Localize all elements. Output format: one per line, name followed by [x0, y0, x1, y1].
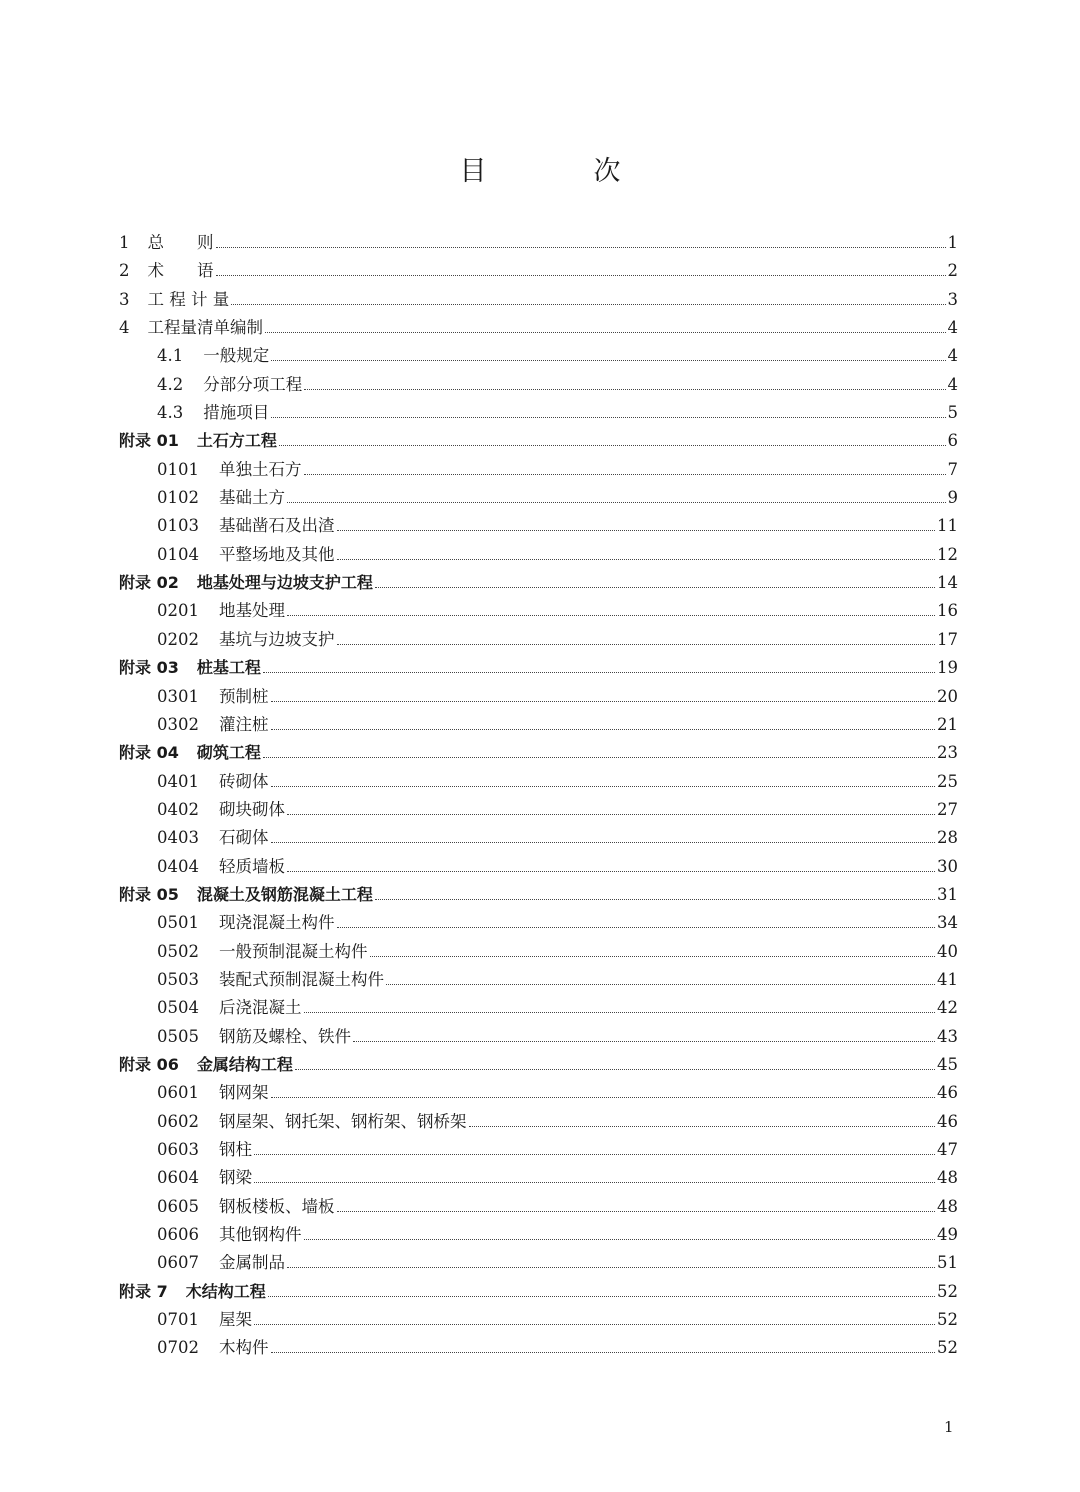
toc-entry-title: 基础凿石及出渣 — [219, 516, 335, 536]
toc-entry-number: 4.3 — [157, 403, 184, 423]
toc-entry-title: 钢屋架、钢托架、钢桁架、钢桥架 — [219, 1111, 467, 1131]
toc-entry-number: 0607 — [157, 1253, 199, 1273]
toc-entry-number: 0102 — [157, 488, 199, 508]
toc-entry-number: 0104 — [157, 544, 199, 564]
page-title: 目 次 — [459, 156, 661, 187]
toc-leader-dots — [375, 899, 935, 900]
toc-entry-number: 0601 — [157, 1083, 199, 1103]
toc-entry-page: 46 — [937, 1111, 958, 1131]
toc-entry-title: 地基处理 — [219, 601, 285, 621]
toc-entry-number: 0403 — [157, 828, 199, 848]
toc-entry-page: 4 — [947, 318, 958, 338]
toc-entry-number: 0701 — [157, 1310, 199, 1330]
toc-entry-page: 51 — [937, 1253, 958, 1273]
toc-entry-number: 0501 — [157, 913, 199, 933]
toc-leader-dots — [287, 615, 935, 616]
toc-leader-dots — [216, 247, 946, 248]
toc-appendix-entry — [119, 881, 958, 909]
toc-leader-dots — [263, 757, 935, 758]
toc-entry — [119, 994, 958, 1022]
toc-entry — [119, 966, 958, 994]
toc-entry-page: 28 — [937, 828, 958, 848]
toc-entry-page: 23 — [937, 743, 958, 763]
toc-entry-title: 现浇混凝土构件 — [219, 913, 335, 933]
toc-leader-dots — [271, 1097, 936, 1098]
toc-entry-number: 0404 — [157, 856, 199, 876]
toc-entry-title: 钢柱 — [219, 1140, 252, 1159]
toc-leader-dots — [263, 672, 935, 673]
toc-leader-dots — [254, 1324, 935, 1325]
toc-appendix-entry — [119, 427, 958, 455]
toc-entry-page: 9 — [947, 488, 958, 508]
toc-entry-page: 6 — [947, 431, 958, 451]
toc-appendix-entry — [119, 1278, 958, 1306]
toc-entry — [119, 853, 958, 881]
toc-leader-dots — [254, 1154, 935, 1155]
toc-entry-title: 屋架 — [219, 1310, 252, 1330]
toc-entry — [119, 711, 958, 739]
toc-entry-number: 0301 — [157, 686, 199, 706]
toc-entry-title: 土石方工程 — [196, 431, 277, 451]
toc-entry-number: 0302 — [157, 714, 199, 734]
toc-entry-page: 43 — [937, 1026, 958, 1046]
toc-entry-page: 7 — [947, 459, 958, 479]
toc-entry-title: 一般规定 — [203, 346, 270, 366]
toc-leader-dots — [271, 417, 945, 418]
toc-entry-title: 分部分项工程 — [203, 374, 303, 394]
toc-entry — [119, 456, 958, 484]
toc-entry-number: 0202 — [157, 629, 199, 649]
toc-entry — [119, 768, 958, 796]
toc-entry-number: 0103 — [157, 516, 199, 536]
toc-entry-title: 单独土石方 — [219, 459, 302, 479]
toc-entry-title: 基础土方 — [219, 488, 285, 508]
toc-entry-title: 一般预制混凝土构件 — [219, 941, 368, 961]
toc-leader-dots — [254, 1182, 935, 1183]
toc-leader-dots — [271, 1352, 936, 1353]
toc-entry-page: 52 — [937, 1281, 958, 1301]
toc-entry-number: 3 — [119, 289, 130, 309]
toc-entry-title: 砖砌体 — [219, 771, 269, 791]
toc-entry — [119, 1108, 958, 1136]
toc-entry-title: 金属结构工程 — [196, 1054, 293, 1074]
toc-leader-dots — [337, 927, 936, 928]
page-number: 1 — [944, 1418, 954, 1436]
toc-entry-title: 工 程 计 量 — [147, 289, 230, 309]
toc-entry — [119, 1164, 958, 1192]
toc-entry-number: 0101 — [157, 459, 199, 479]
toc-appendix-entry — [119, 1051, 958, 1079]
toc-entry-page: 25 — [937, 771, 958, 791]
toc-entry-number: 附录 04 — [119, 743, 179, 763]
toc-entry-number: 附录 01 — [119, 431, 179, 451]
toc-entry — [119, 1023, 958, 1051]
toc-entry-title: 基坑与边坡支护 — [219, 629, 335, 649]
toc-entry-title: 金属制品 — [219, 1253, 285, 1273]
toc-entry — [119, 399, 958, 427]
toc-entry — [119, 484, 958, 512]
toc-entry-title: 轻质墙板 — [219, 856, 285, 876]
toc-leader-dots — [271, 842, 936, 843]
toc-entry — [119, 1306, 958, 1334]
toc-entry-title: 钢网架 — [219, 1083, 269, 1103]
toc-entry — [119, 683, 958, 711]
toc-entry-title: 木结构工程 — [185, 1281, 266, 1301]
toc-entry-page: 42 — [937, 998, 958, 1018]
toc-entry-page: 12 — [937, 544, 958, 564]
table-of-contents — [119, 229, 958, 1363]
toc-leader-dots — [304, 389, 945, 390]
toc-entry-page: 46 — [937, 1083, 958, 1103]
toc-leader-dots — [337, 644, 936, 645]
toc-leader-dots — [295, 1069, 935, 1070]
toc-entry-title: 总 则 — [147, 233, 214, 252]
toc-entry-page: 3 — [947, 289, 958, 309]
toc-entry-title: 钢梁 — [219, 1168, 252, 1188]
toc-leader-dots — [268, 1296, 935, 1297]
toc-entry-title: 术 语 — [147, 261, 214, 281]
toc-entry-title: 后浇混凝土 — [219, 998, 302, 1018]
toc-entry-number: 附录 02 — [119, 573, 179, 593]
toc-entry-page: 20 — [937, 686, 958, 706]
toc-entry — [119, 1249, 958, 1277]
toc-entry-page: 31 — [937, 884, 958, 904]
toc-entry — [119, 626, 958, 654]
toc-entry-page: 27 — [937, 799, 958, 819]
toc-leader-dots — [375, 587, 935, 588]
toc-leader-dots — [370, 956, 936, 957]
toc-entry-number: 2 — [119, 261, 130, 281]
toc-leader-dots — [287, 1267, 935, 1268]
toc-leader-dots — [337, 559, 936, 560]
toc-entry-title: 钢筋及螺栓、铁件 — [219, 1026, 351, 1046]
toc-entry-page: 40 — [937, 941, 958, 961]
toc-entry-number: 0503 — [157, 969, 199, 989]
toc-entry-title: 措施项目 — [203, 403, 270, 423]
toc-entry-number: 0502 — [157, 941, 199, 961]
toc-entry-number: 4.1 — [157, 346, 184, 366]
toc-entry-page: 49 — [937, 1225, 958, 1245]
toc-leader-dots — [304, 474, 946, 475]
toc-entry-page: 17 — [937, 629, 958, 649]
toc-leader-dots — [231, 304, 945, 305]
toc-leader-dots — [337, 530, 936, 531]
toc-entry-number: 0606 — [157, 1225, 199, 1245]
toc-appendix-entry — [119, 654, 958, 682]
toc-entry-number: 附录 03 — [119, 658, 179, 678]
toc-entry — [119, 1193, 958, 1221]
toc-entry-number: 附录 06 — [119, 1054, 179, 1074]
toc-leader-dots — [279, 445, 946, 446]
toc-leader-dots — [287, 814, 935, 815]
toc-entry-number: 0401 — [157, 771, 199, 791]
toc-entry-title: 工程量清单编制 — [147, 318, 263, 338]
toc-entry-title: 灌注桩 — [219, 714, 269, 734]
toc-entry-title: 桩基工程 — [196, 658, 261, 678]
toc-entry-title: 平整场地及其他 — [219, 544, 335, 564]
toc-entry-page: 45 — [937, 1054, 958, 1074]
toc-entry-number: 0504 — [157, 998, 199, 1018]
toc-entry-page: 4 — [947, 374, 958, 394]
toc-entry — [119, 938, 958, 966]
toc-entry-number: 4 — [119, 318, 130, 338]
toc-entry-number: 4.2 — [157, 374, 184, 394]
toc-entry-title: 预制桩 — [219, 686, 269, 706]
toc-entry-number: 0201 — [157, 601, 199, 621]
toc-entry-page: 48 — [937, 1168, 958, 1188]
toc-leader-dots — [265, 332, 946, 333]
toc-entry-page: 30 — [937, 856, 958, 876]
toc-leader-dots — [287, 502, 946, 503]
toc-entry-page: 16 — [937, 601, 958, 621]
toc-leader-dots — [271, 360, 945, 361]
toc-entry — [119, 541, 958, 569]
toc-entry-number: 0505 — [157, 1026, 199, 1046]
toc-entry-number: 0702 — [157, 1338, 199, 1358]
toc-leader-dots — [353, 1041, 935, 1042]
toc-entry — [119, 371, 958, 399]
toc-entry-page: 14 — [937, 573, 958, 593]
toc-entry — [119, 286, 958, 314]
toc-entry-page: 4 — [947, 346, 958, 366]
toc-leader-dots — [287, 871, 935, 872]
toc-entry-page: 19 — [937, 658, 958, 678]
toc-entry — [119, 597, 958, 625]
toc-leader-dots — [271, 729, 936, 730]
toc-entry — [119, 796, 958, 824]
toc-leader-dots — [304, 1012, 936, 1013]
toc-entry-title: 地基处理与边坡支护工程 — [196, 573, 373, 593]
toc-entry-page: 52 — [937, 1338, 958, 1358]
toc-entry-number: 1 — [119, 233, 130, 252]
toc-entry — [119, 257, 958, 285]
toc-entry-title: 砌块砌体 — [219, 799, 285, 819]
toc-entry — [119, 342, 958, 370]
toc-entry — [119, 1136, 958, 1164]
toc-entry — [119, 512, 958, 540]
toc-leader-dots — [386, 984, 935, 985]
toc-leader-dots — [216, 275, 946, 276]
toc-entry-title: 装配式预制混凝土构件 — [219, 969, 384, 989]
toc-entry-title: 混凝土及钢筋混凝土工程 — [196, 884, 373, 904]
toc-leader-dots — [469, 1126, 936, 1127]
toc-entry-page: 34 — [937, 913, 958, 933]
toc-entry-page: 41 — [937, 969, 958, 989]
toc-leader-dots — [271, 786, 936, 787]
toc-entry-page: 52 — [937, 1310, 958, 1330]
toc-entry-page: 5 — [947, 403, 958, 423]
toc-entry — [119, 1334, 958, 1362]
toc-entry-title: 木构件 — [219, 1338, 269, 1358]
toc-entry-number: 0602 — [157, 1111, 199, 1131]
toc-leader-dots — [271, 701, 936, 702]
toc-entry — [119, 909, 958, 937]
toc-appendix-entry — [119, 739, 958, 767]
toc-entry-title: 钢板楼板、墙板 — [219, 1196, 335, 1216]
toc-entry-number: 0604 — [157, 1168, 199, 1188]
toc-entry-number: 0605 — [157, 1196, 199, 1216]
toc-entry — [119, 1221, 958, 1249]
toc-entry-page: 1 — [947, 233, 958, 252]
toc-entry-number: 0402 — [157, 799, 199, 819]
toc-entry-page: 47 — [937, 1140, 958, 1159]
toc-entry-number: 0603 — [157, 1140, 199, 1159]
toc-entry — [119, 1079, 958, 1107]
toc-entry-page: 2 — [947, 261, 958, 281]
toc-entry-number: 附录 05 — [119, 884, 179, 904]
toc-appendix-entry — [119, 569, 958, 597]
toc-entry — [119, 824, 958, 852]
toc-leader-dots — [304, 1239, 936, 1240]
toc-entry-title: 砌筑工程 — [196, 743, 261, 763]
toc-entry-page: 48 — [937, 1196, 958, 1216]
toc-entry-page: 21 — [937, 714, 958, 734]
toc-entry-title: 其他钢构件 — [219, 1225, 302, 1245]
toc-entry-title: 石砌体 — [219, 828, 269, 848]
toc-entry — [119, 314, 958, 342]
toc-entry — [119, 229, 958, 257]
toc-entry-number: 附录 7 — [119, 1281, 168, 1301]
toc-entry-page: 11 — [937, 516, 958, 536]
toc-leader-dots — [337, 1211, 936, 1212]
